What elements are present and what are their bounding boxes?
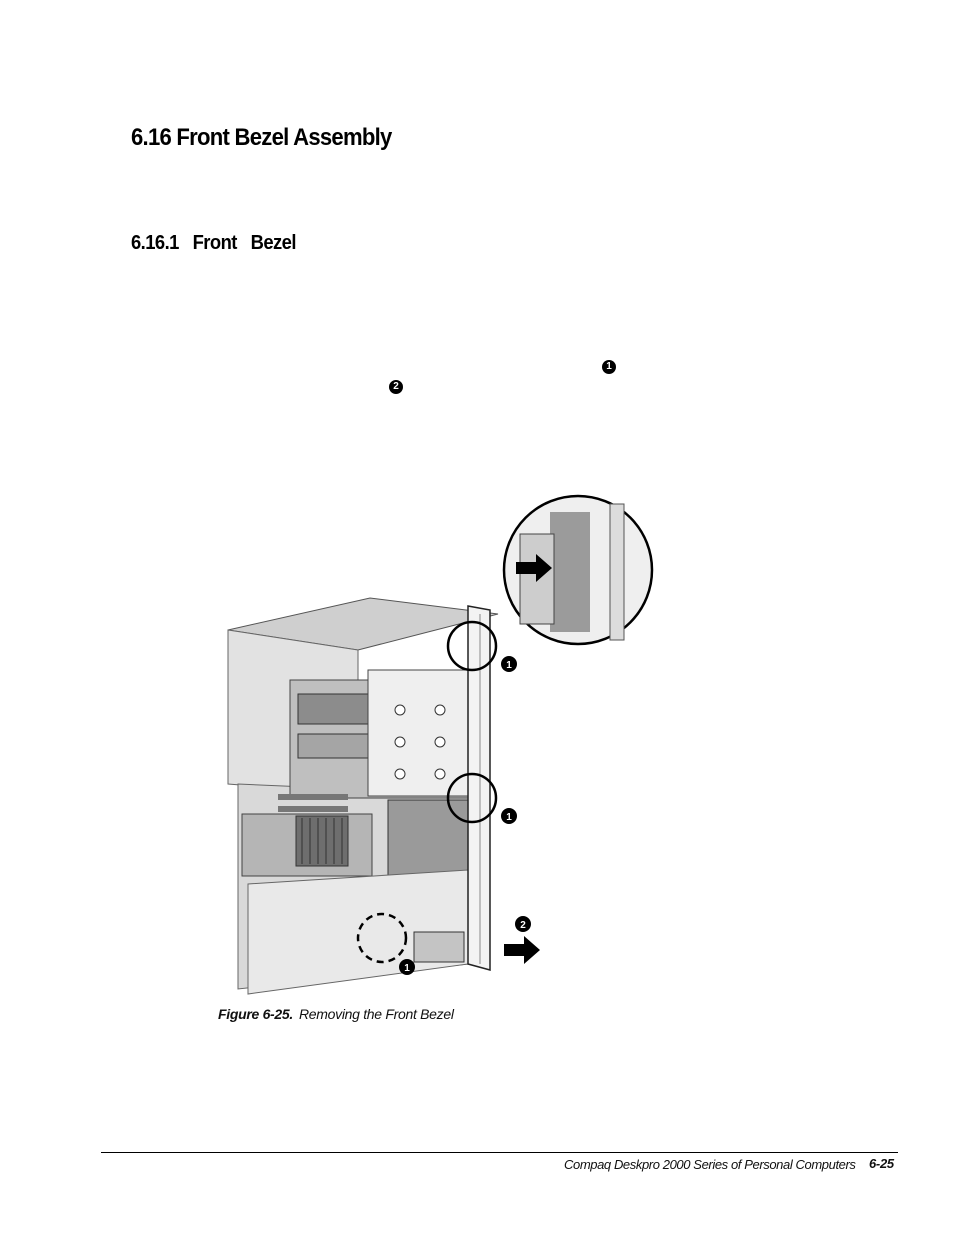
drive-bay-front: [368, 670, 468, 796]
figure-callout-1-bottom: 1: [404, 963, 410, 974]
footer-divider: [101, 1152, 898, 1153]
fan-vent: [414, 932, 464, 962]
footer-book-title: Compaq Deskpro 2000 Series of Personal Computers: [564, 1157, 856, 1172]
processor-heatsink: [296, 816, 348, 866]
figure-callout-1-middle: 1: [506, 812, 512, 823]
footer-page-number: 6-25: [869, 1156, 894, 1171]
section-heading: 6.16 Front Bezel Assembly: [131, 124, 392, 151]
front-bezel-removal-illustration: [218, 494, 658, 1006]
drive-bay-slot: [298, 734, 378, 758]
figure-caption: [218, 1006, 454, 1022]
drive-bay-slot: [298, 694, 378, 724]
figure-caption-label: Figure 6-25.: [218, 1006, 293, 1022]
figure-callout-1-top: 1: [506, 660, 512, 671]
figure-callout-2: 2: [520, 920, 526, 931]
callout-2-marker: 2: [389, 380, 403, 394]
pull-out-arrow-icon: [504, 936, 540, 964]
callout-1-marker: 1: [602, 360, 616, 374]
subsection-heading: 6.16.1 Front Bezel: [131, 232, 296, 254]
front-bezel: [468, 606, 490, 970]
figure-caption-text: Removing the Front Bezel: [298, 1006, 454, 1022]
